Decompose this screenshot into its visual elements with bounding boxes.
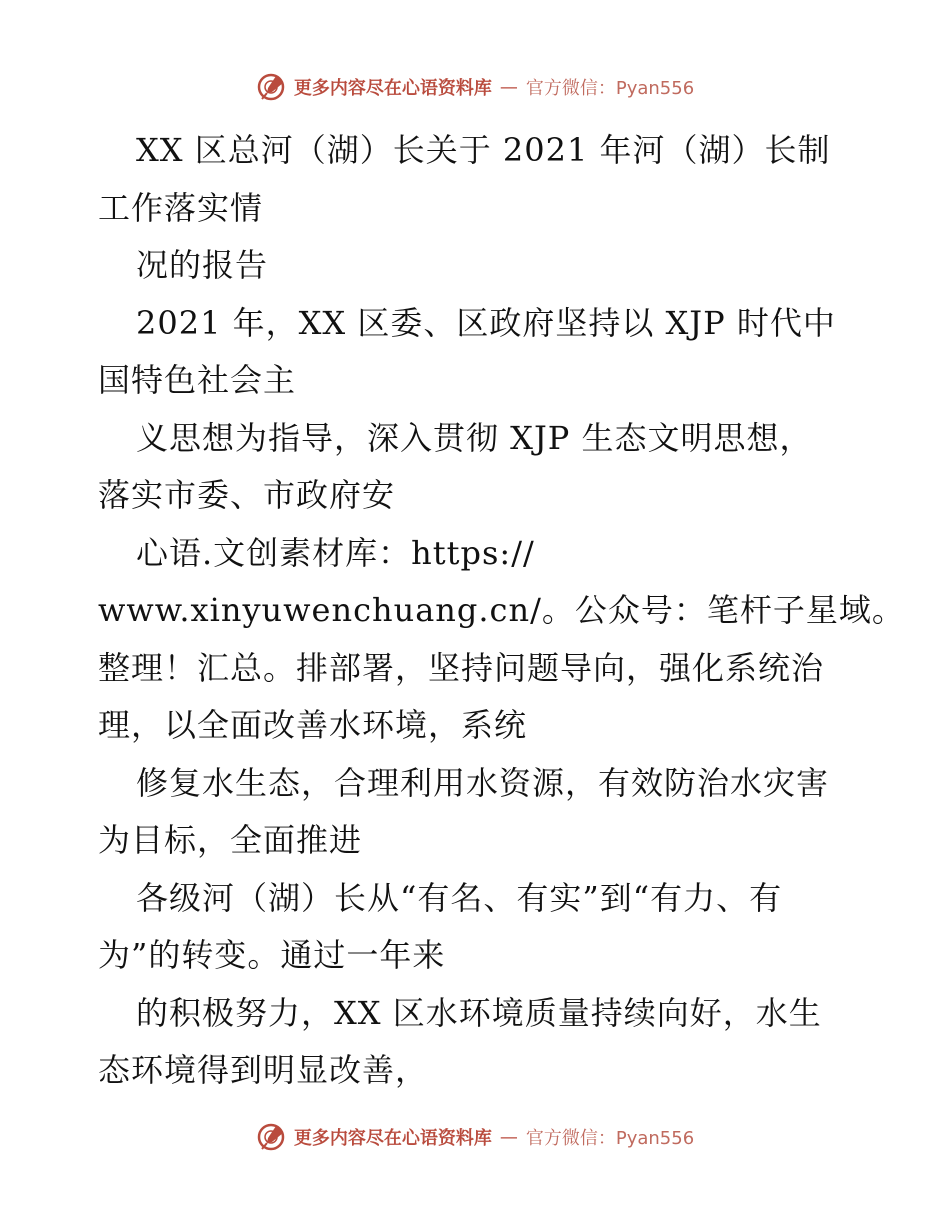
text-line: 为”的转变。通过一年来 (98, 936, 446, 974)
watermark-footer (0, 1122, 950, 1152)
text-line: 态环境得到明显改善， (98, 1051, 429, 1089)
watermark-contact: 官方微信：Pyan556 (525, 1128, 695, 1149)
text-line: 况的报告 (136, 246, 269, 284)
text-line: 义思想为指导，深入贯彻 XJP 生态文明思想， (136, 418, 813, 457)
watermark-title: 更多内容尽在心语资料库 (293, 1128, 492, 1149)
text-line: 修复水生态，合理利用水资源，有效防治水灾害 (136, 763, 830, 802)
pen-logo-icon (256, 72, 286, 102)
watermark-header (0, 72, 950, 102)
text-line: 工作落实情 (98, 188, 264, 227)
text-line: 为目标，全面推进 (98, 821, 363, 859)
document-body (98, 122, 905, 1100)
text-line: 落实市委、市政府安 (98, 476, 396, 514)
watermark-contact: 官方微信：Pyan556 (525, 78, 695, 99)
text-line: 2021 年，XX 区委、区政府坚持以 XJP 时代中 (136, 303, 836, 342)
watermark-title: 更多内容尽在心语资料库 (293, 78, 492, 99)
text-line: 的积极努力，XX 区水环境质量持续向好，水生 (136, 993, 822, 1032)
text-line: XX 区总河（湖）长关于 2021 年河（湖）长制 (136, 131, 831, 169)
text-line: 各级河（湖）长从“有名、有实”到“有力、有 (136, 878, 783, 917)
pen-logo-icon (256, 1122, 286, 1152)
text-line: 心语.文创素材库：https:// (136, 533, 535, 572)
text-line: 理，以全面改善水环境，系统 (98, 706, 528, 744)
watermark-dash: — (499, 76, 518, 98)
text-line: www.xinyuwenchuang.cn/。公众号：笔杆子星域。 (98, 591, 905, 629)
text-line: 国特色社会主 (98, 361, 297, 399)
watermark-dash: — (499, 1126, 518, 1148)
text-line: 整理！汇总。排部署，坚持问题导向，强化系统治 (98, 648, 825, 687)
